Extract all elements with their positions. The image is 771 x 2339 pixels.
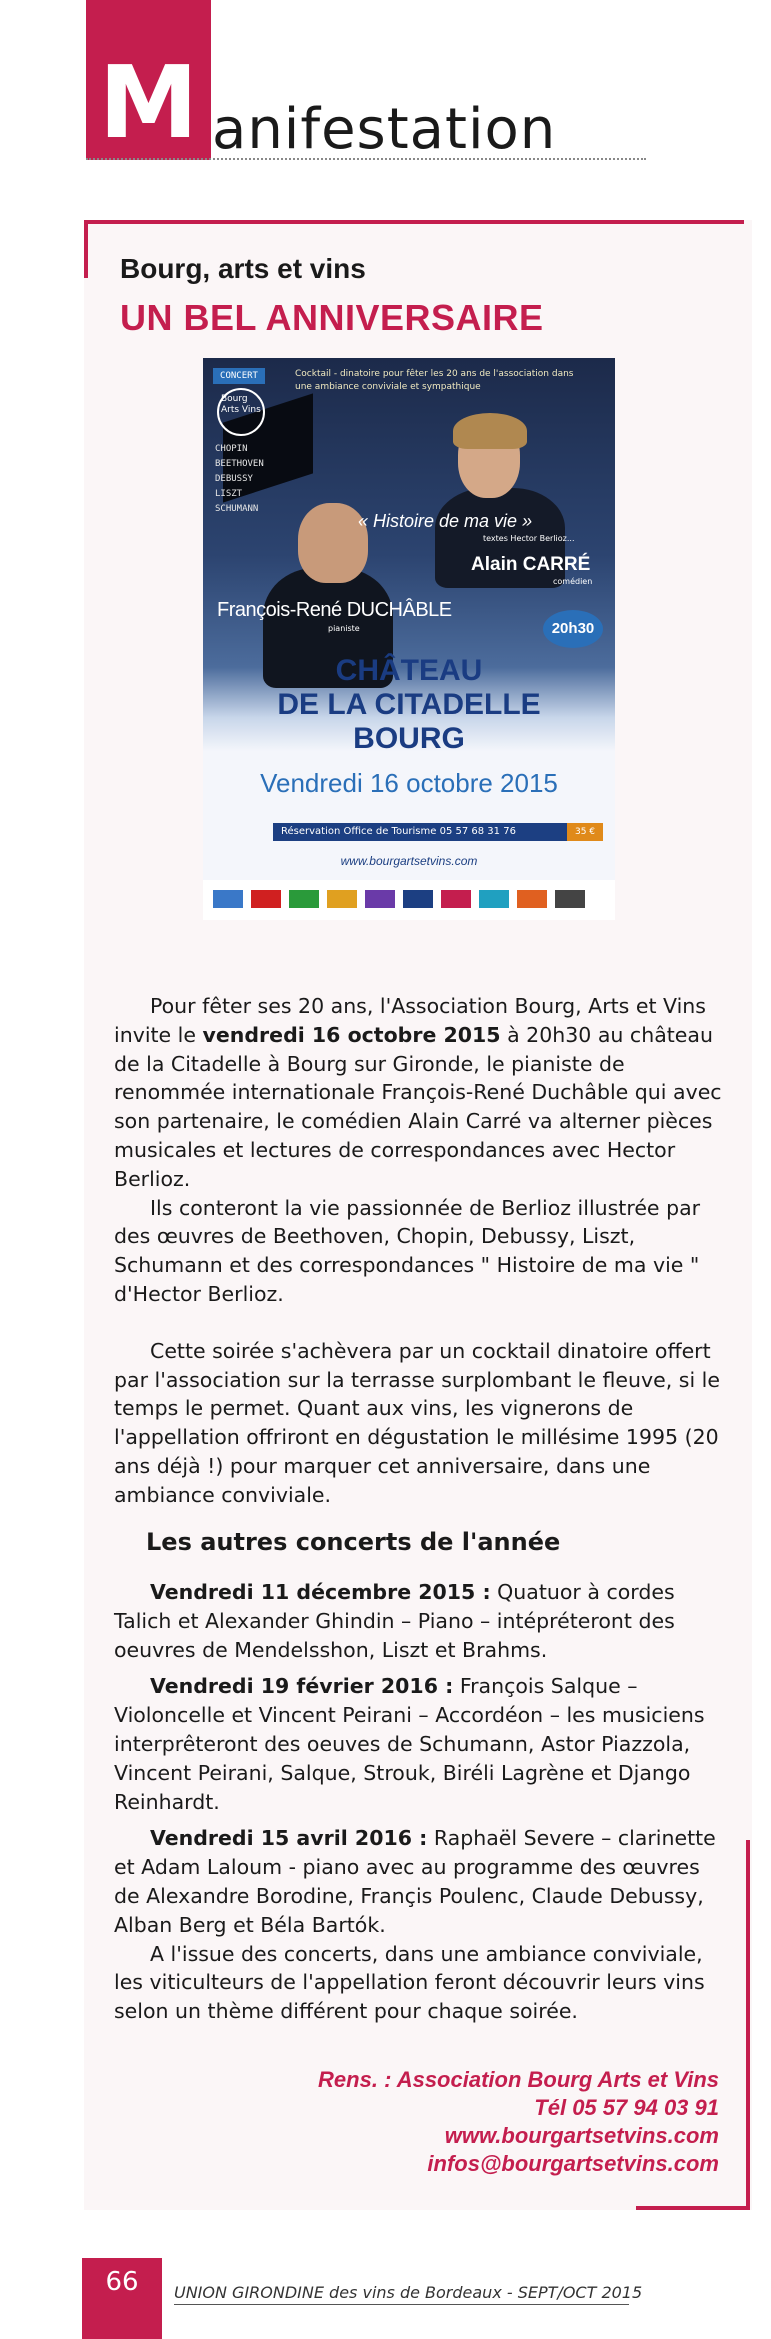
poster-url: www.bourgartsetvins.com <box>340 854 478 868</box>
article-body <box>114 992 726 1510</box>
frame-corner-bottom <box>636 2206 750 2210</box>
venue-line: DE LA CITADELLE <box>277 688 541 721</box>
composer-item: BEETHOVEN <box>215 459 264 469</box>
poster-show-title: « Histoire de ma vie » <box>358 511 533 531</box>
composer-item: LISZT <box>215 489 243 499</box>
section-title: anifestation <box>212 97 557 162</box>
poster-pianist-role: pianiste <box>328 624 360 633</box>
concert-desc: Raphaël Severe – clarinette et Adam Laloum - piano avec au programme des œuvres de Alexandre Borodine, Françis Poulenc, Claude Debussy, Alban Berg et Béla Bartók. <box>114 1826 716 1937</box>
composer-item: DEBUSSY <box>215 474 253 484</box>
poster-concert-tag: CONCERT <box>213 368 265 384</box>
sponsor-logo <box>213 890 243 908</box>
footer-rule <box>174 2304 629 2305</box>
venue-line: BOURG <box>353 722 465 755</box>
sponsor-logo <box>403 890 433 908</box>
sponsor-logo <box>441 890 471 908</box>
contact-phone: Tél 05 57 94 03 91 <box>534 2095 719 2120</box>
paragraph-closing: A l'issue des concerts, dans une ambiance conviviale, les viticulteurs de l'appellation feront découvrir leurs vins selon un thème différent pour chaque soirée. <box>114 1941 705 2024</box>
concert-date: Vendredi 15 avril 2016 : <box>150 1826 428 1851</box>
paragraph-intro <box>114 992 726 1194</box>
sponsor-logo-strip <box>203 880 615 920</box>
poster-show-subtitle: textes Hector Berlioz... <box>483 534 575 543</box>
poster-actor-role: comédien <box>553 577 593 586</box>
frame-corner-left <box>84 220 88 278</box>
concert-item <box>114 1672 726 1816</box>
article-kicker: Bourg, arts et vins <box>120 253 366 284</box>
poster-composers <box>215 442 264 517</box>
poster-actor-name: Alain CARRÉ <box>471 554 591 575</box>
paragraph-berlioz: Ils conteront la vie passionnée de Berlioz illustrée par des œuvres de Beethoven, Chopin, Debussy, Liszt, Schumann et des correspondances " Histoire de ma vie " d'Hector Berlioz. <box>114 1195 701 1306</box>
frame-corner-right <box>746 1840 750 2210</box>
poster-intro: Cocktail - dinatoire pour fêter les 20 ans de l'association dans une ambiance conviviale et sympathique <box>295 369 574 392</box>
publication-name: UNION GIRONDINE des vins de Bordeaux - SEPT/OCT 2015 <box>174 2283 643 2302</box>
contact-website: www.bourgartsetvins.com <box>444 2123 719 2148</box>
poster-price: 35 € <box>567 823 603 841</box>
poster-venue <box>203 654 615 756</box>
contact-association: Rens. : Association Bourg Arts et Vins <box>318 2067 719 2092</box>
actor-hair <box>453 413 527 449</box>
concert-desc: Quatuor à cordes Talich et Alexander Ghindin – Piano – intépréteront des oeuvres de Mendelsshon, Liszt et Brahms. <box>114 1580 675 1662</box>
concerts-subheading: Les autres concerts de l'année <box>146 1528 561 1556</box>
text-run: Pour fêter ses 20 ans, l'Association Bourg, Arts et Vins invite le <box>114 994 706 1047</box>
sponsor-logo <box>517 890 547 908</box>
concert-item <box>114 1824 726 1939</box>
contact-email: infos@bourgartsetvins.com <box>427 2151 719 2176</box>
sponsor-logo <box>365 890 395 908</box>
page-number: 66 <box>82 2258 162 2339</box>
contact-block <box>318 2066 719 2178</box>
header-divider <box>86 158 646 160</box>
composer-item: SCHUMANN <box>215 504 259 514</box>
composer-item: CHOPIN <box>215 444 248 454</box>
poster-date: Vendredi 16 octobre 2015 <box>260 768 558 798</box>
concert-poster <box>203 358 615 920</box>
poster-time-badge: 20h30 <box>543 610 603 648</box>
article-headline: UN BEL ANNIVERSAIRE <box>120 297 544 338</box>
poster-reservation: Réservation Office de Tourisme 05 57 68 31 76 <box>273 823 603 841</box>
text-run: à 20h30 au château de la Citadelle à Bourg sur Gironde, le pianiste de renommée internationale François-René Duchâble qui avec son partenaire, le comédien Alain Carré va alterner pièces musicales et lectures de correspondances avec Hector Berlioz. <box>114 1022 722 1191</box>
sponsor-logo <box>251 890 281 908</box>
sponsor-logo <box>327 890 357 908</box>
frame-corner-top <box>84 220 744 224</box>
section-initial: M <box>98 44 199 161</box>
poster-pianist-name: François-René DUCHÂBLE <box>217 599 452 621</box>
sponsor-logo <box>289 890 319 908</box>
concert-date: Vendredi 11 décembre 2015 : <box>150 1580 491 1604</box>
sponsor-logo <box>555 890 585 908</box>
concert-desc: François Salque – Violoncelle et Vincent Peirani – Accordéon – les musiciens interprêteront des oeuves de Schumann, Astor Piazzola, Vincent Peirani, Salque, Strouk, Biréli Lagrène et Django Reinhardt. <box>114 1674 705 1814</box>
concert-date: Vendredi 19 février 2016 : <box>150 1674 454 1699</box>
concert-item <box>114 1578 726 1664</box>
concerts-list <box>114 1578 726 2026</box>
venue-line: CHÂTEAU <box>335 654 483 687</box>
event-date-bold: vendredi 16 octobre 2015 <box>202 1022 501 1047</box>
logo-text: Bourg Arts Vins <box>221 394 261 415</box>
paragraph-cocktail: Cette soirée s'achèvera par un cocktail dinatoire offert par l'association sur la terrasse surplombant le fleuve, si le temps le permet. Quant aux vins, les vignerons de l'appellation offriront en dégustation le millésime 1995 (20 ans déjà !) pour marquer cet anniversaire, dans une ambiance conviviale. <box>114 1338 720 1507</box>
sponsor-logo <box>479 890 509 908</box>
